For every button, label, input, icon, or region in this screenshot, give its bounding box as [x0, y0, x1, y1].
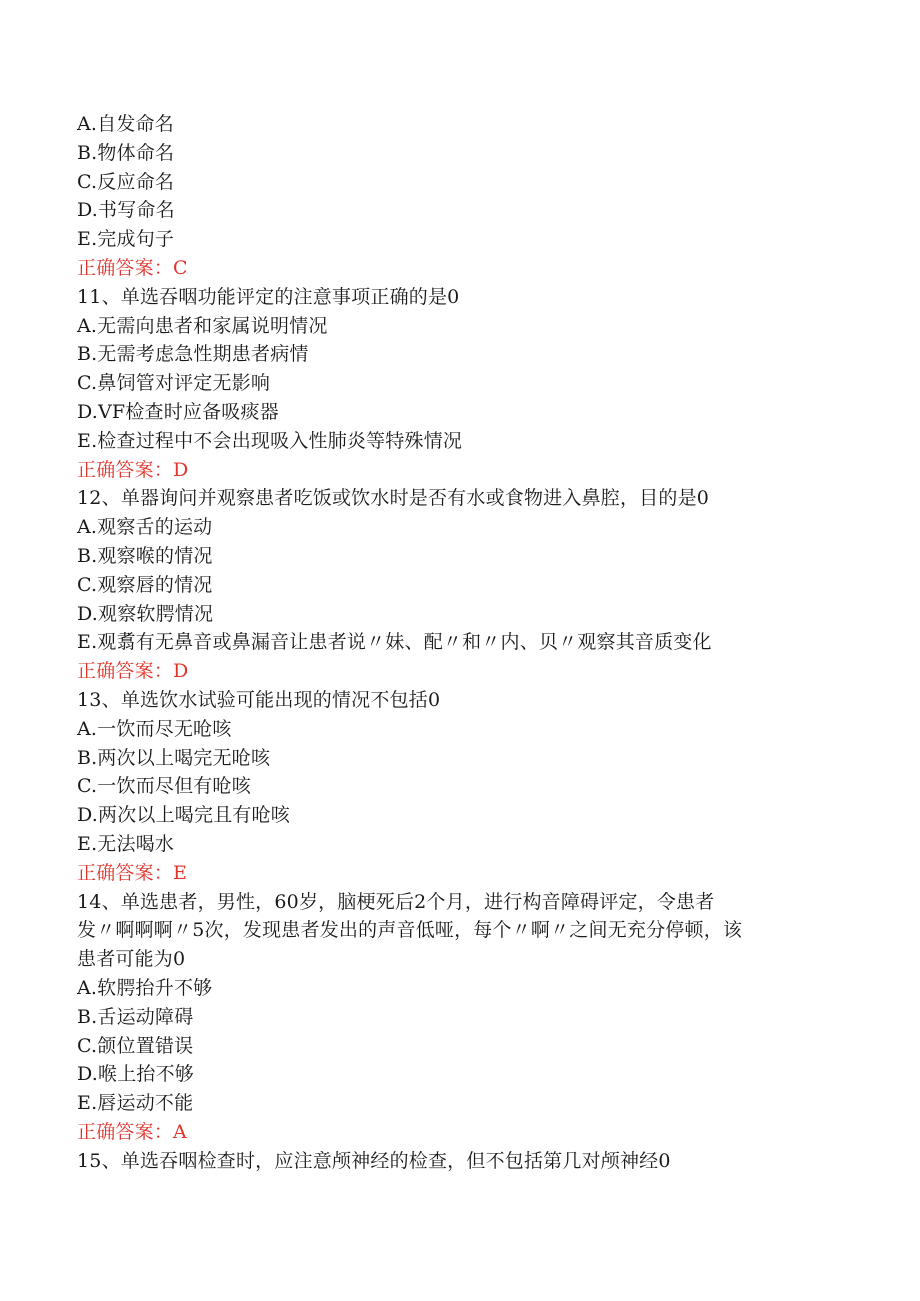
option-a: A.软腭抬升不够 [77, 976, 213, 999]
correct-answer: 正确答案：D [77, 458, 189, 481]
option-c: C.鼻饲管对评定无影响 [77, 372, 271, 395]
option-d: D.书写命名 [77, 199, 175, 222]
question-stem: 12、单器询问并观察患者吃饭或饮水时是否有水或食物进入鼻腔，目的是0 [77, 487, 710, 510]
option-e: E.无法喝水 [77, 832, 175, 855]
option-c: C.观察唇的情况 [77, 573, 213, 596]
question-13-block [77, 686, 837, 888]
correct-answer: 正确答案：E [77, 861, 188, 884]
question-stem: 15、单选吞咽检查时，应注意颅神经的检查，但不包括第几对颅神经0 [77, 1149, 671, 1172]
question-10-block [77, 110, 837, 283]
option-d: D.观察软腭情况 [77, 602, 214, 625]
question-stem-line-2: 发〃啊啊啊〃5次，发现患者发出的声音低哑，每个〃啊〃之间无充分停顿，该 [77, 919, 743, 942]
option-a: A.无需向患者和家属说明情况 [77, 314, 328, 337]
question-14-block [77, 888, 837, 1147]
option-d: D.两次以上喝完且有呛咳 [77, 804, 290, 827]
option-e: E.检查过程中不会出现吸入性肺炎等特殊情况 [77, 429, 463, 452]
correct-answer: 正确答案：A [77, 1120, 187, 1143]
option-b: B.物体命名 [77, 141, 175, 164]
option-e: E.唇运动不能 [77, 1092, 194, 1115]
option-b: B.舌运动障碍 [77, 1005, 194, 1028]
question-stem-line-3: 患者可能为0 [77, 948, 186, 971]
correct-answer: 正确答案：D [77, 660, 189, 683]
option-a: A.一饮而尽无呛咳 [77, 717, 232, 740]
document-page [77, 110, 837, 1175]
option-c: C.颌位置错误 [77, 1034, 194, 1057]
option-a: A.观察舌的运动 [77, 516, 213, 539]
question-stem: 11、单选吞咽功能评定的注意事项正确的是0 [77, 285, 460, 308]
question-11-block [77, 283, 837, 485]
option-a: A.自发命名 [77, 113, 174, 135]
option-b: B.观察喉的情况 [77, 544, 213, 567]
option-e: E.观翥有无鼻音或鼻漏音让患者说〃妹、配〃和〃内、贝〃观察其音质变化 [77, 631, 712, 654]
question-stem: 13、单选饮水试验可能出现的情况不包括0 [77, 688, 441, 711]
question-12-block [77, 484, 837, 686]
option-c: C.反应命名 [77, 170, 175, 193]
question-stem-line-1: 14、单选患者，男性，60岁，脑梗死后2个月，进行构音障碍评定，令患者 [77, 890, 715, 913]
option-d: D.喉上抬不够 [77, 1063, 194, 1086]
correct-answer: 正确答案：C [77, 256, 188, 279]
option-b: B.两次以上喝完无呛咳 [77, 746, 271, 769]
option-b: B.无需考虑急性期患者病情 [77, 343, 309, 366]
option-e: E.完成句子 [77, 228, 175, 251]
option-d: D.VF检查时应备吸痰器 [77, 400, 279, 423]
question-15-block [77, 1147, 837, 1176]
option-c: C.一饮而尽但有呛咳 [77, 775, 251, 798]
